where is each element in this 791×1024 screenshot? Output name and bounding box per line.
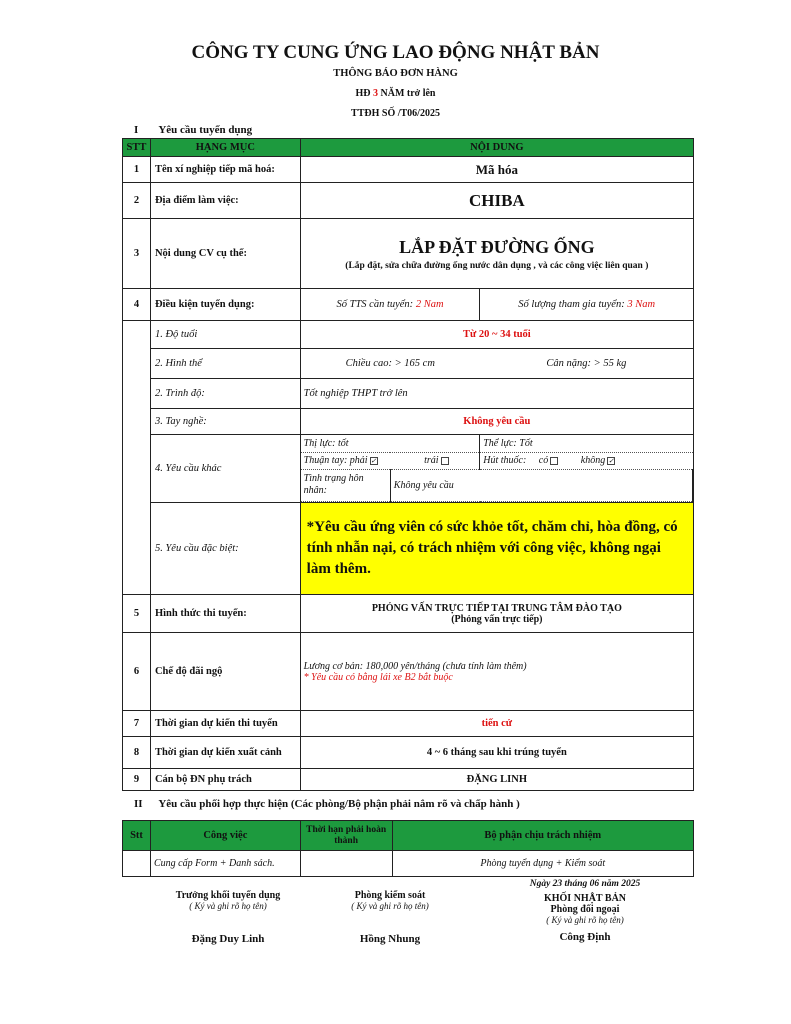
- section-2-number: II: [134, 798, 143, 810]
- signer-title: Phòng kiểm soát: [354, 890, 426, 901]
- other-grid: [301, 435, 693, 502]
- col-content: NỘI DUNG: [300, 139, 693, 157]
- section-1-number: I: [134, 124, 139, 136]
- row-value: Mã hóa: [300, 157, 693, 183]
- col-dept: Bộ phận chịu trách nhiệm: [392, 821, 693, 851]
- vision-value: Thị lực: tốt: [301, 435, 480, 452]
- row-label: Nội dung CV cụ thể:: [150, 219, 300, 289]
- signature-block-recruitment: [138, 890, 318, 945]
- row-label: 2. Hình thể: [150, 349, 300, 379]
- weight-value: Cân nặng: > 55 kg: [480, 349, 694, 379]
- section-2-heading: [134, 798, 520, 810]
- contract-years: 3: [373, 88, 379, 99]
- row-stt: 7: [123, 711, 151, 737]
- contract-prefix: HĐ: [355, 88, 371, 99]
- notice-title: THÔNG BÁO ĐƠN HÀNG: [333, 68, 458, 79]
- section-1-heading: [134, 124, 252, 136]
- row-value: Tốt nghiệp THPT trở lên: [300, 379, 693, 409]
- table-row: [123, 595, 694, 633]
- col-stt: STT: [123, 139, 151, 157]
- row-label: 1. Độ tuổi: [150, 321, 300, 349]
- row-label: Thời gian dự kiến thi tuyển: [150, 711, 300, 737]
- row-label: 2. Trình độ:: [150, 379, 300, 409]
- signer-note: ( Ký và ghi rõ họ tên): [189, 901, 267, 911]
- section-2-title: Yêu cầu phối hợp thực hiện (Các phòng/Bộ phận phải nắm rõ và chấp hành ): [158, 798, 520, 810]
- signer-org: KHỐI NHẬT BẢN: [543, 893, 627, 904]
- col-deadline: Thời hạn phải hoàn thành: [300, 821, 392, 851]
- table-row: [123, 183, 694, 219]
- sign-date: Ngày 23 tháng 06 năm 2025: [529, 879, 641, 889]
- table-row: [123, 769, 694, 791]
- join-value: 3 Nam: [627, 299, 656, 310]
- signer-name: Đặng Duy Linh: [191, 933, 265, 945]
- row-stt: 2: [123, 183, 151, 219]
- checkbox-checked-icon: ✓: [370, 456, 377, 465]
- special-requirement: *Yêu cầu ứng viên có sức khỏe tốt, chăm chỉ, hòa đồng, có tính nhẫn nại, có trách nhiệm với công việc, không ngại làm thêm.: [300, 503, 693, 595]
- row-value: Không yêu cầu: [300, 409, 693, 435]
- table-row: [123, 633, 694, 711]
- marital-label: Tình trạng hôn nhân:: [301, 469, 391, 501]
- row-value: ĐẶNG LINH: [300, 769, 693, 791]
- tts-value: 2 Nam: [415, 299, 444, 310]
- row-label: Cán bộ ĐN phụ trách: [150, 769, 300, 791]
- col-item: HẠNG MỤC: [150, 139, 300, 157]
- signature-block-control: [310, 890, 470, 945]
- table-row: [123, 737, 694, 769]
- row-value: [300, 219, 693, 289]
- join-label: Số lượng tham gia tuyển:: [518, 299, 625, 310]
- col-task: Công việc: [150, 821, 300, 851]
- other-requirements: [300, 435, 693, 503]
- row-label: Thời gian dự kiến xuất cảnh: [150, 737, 300, 769]
- signer-title: Trưởng khối tuyển dụng: [175, 890, 281, 901]
- row-label: Tên xí nghiệp tiếp mã hoá:: [150, 157, 300, 183]
- row-value: tiến cử: [300, 711, 693, 737]
- job-note: (Lắp đặt, sửa chữa đường ống nước dân dụng , và các công việc liên quan ): [345, 260, 649, 271]
- sub-stt-cell: [123, 321, 151, 595]
- dept-value: Phòng tuyển dụng + Kiểm soát: [392, 851, 693, 877]
- row-stt: 6: [123, 633, 151, 711]
- signer-note: ( Ký và ghi rõ họ tên): [546, 915, 624, 925]
- row-stt: 4: [123, 289, 151, 321]
- strength-value: Thể lực: Tốt: [480, 435, 693, 452]
- smoke-no-label: không: [580, 455, 606, 467]
- row-stt: 5: [123, 595, 151, 633]
- row-value: [300, 633, 693, 711]
- signer-name: Hồng Nhung: [359, 933, 421, 945]
- hand-right-label: Thuận tay: phải: [303, 455, 368, 467]
- smoke-yes-label: có: [538, 455, 549, 467]
- signer-note: ( Ký và ghi rõ họ tên): [351, 901, 429, 911]
- salary-value: Lương cơ bản: 180,000 yên/tháng (chưa tính làm thêm): [303, 660, 527, 672]
- height-value: Chiều cao: > 165 cm: [300, 349, 480, 379]
- row-label: 5. Yêu cầu đặc biệt:: [150, 503, 300, 595]
- section-1-title: Yêu cầu tuyển dụng: [158, 124, 253, 136]
- row-value: Từ 20 ~ 34 tuổi: [300, 321, 693, 349]
- signer-title: Phòng đối ngoại: [550, 904, 620, 915]
- row-stt: 9: [123, 769, 151, 791]
- task-value: Cung cấp Form + Danh sách.: [150, 851, 300, 877]
- requirements-table: [122, 138, 694, 791]
- row-label: Điều kiện tuyển dụng:: [150, 289, 300, 321]
- checkbox-icon: [550, 457, 558, 465]
- exam-form: PHỎNG VẤN TRỰC TIẾP TẠI TRUNG TÂM ĐÀO TẠO: [371, 602, 622, 614]
- row-label: 4. Yêu cầu khác: [150, 435, 300, 503]
- row-value: [300, 595, 693, 633]
- table-row: [123, 851, 694, 877]
- table-row: [123, 157, 694, 183]
- table-row: [123, 379, 694, 409]
- join-count: [480, 289, 694, 321]
- row-label: Chế độ đãi ngộ: [150, 633, 300, 711]
- job-title: LẮP ĐẶT ĐƯỜNG ỐNG: [399, 236, 595, 257]
- row-stt: 8: [123, 737, 151, 769]
- row-value: 4 ~ 6 tháng sau khi trúng tuyển: [300, 737, 693, 769]
- checkbox-checked-icon: ✓: [608, 456, 615, 465]
- row-label: 3. Tay nghề:: [150, 409, 300, 435]
- exam-note: (Phỏng vấn trực tiếp): [451, 613, 543, 625]
- license-requirement: * Yêu cầu có bằng lái xe B2 bắt buộc: [303, 671, 453, 683]
- tts-label: Số TTS cần tuyển:: [336, 299, 414, 310]
- table-row: [123, 349, 694, 379]
- table-row: [123, 711, 694, 737]
- table-row: [123, 289, 694, 321]
- signer-name: Công Định: [559, 931, 611, 943]
- row-stt: 1: [123, 157, 151, 183]
- row-stt: 3: [123, 219, 151, 289]
- tts-count: [300, 289, 480, 321]
- marital-value: Không yêu cầu: [390, 469, 692, 501]
- deadline-value: [300, 851, 392, 877]
- table-row: [123, 219, 694, 289]
- order-number: TTĐH SỐ /T06/2025: [351, 108, 440, 119]
- col-stt: Stt: [123, 821, 151, 851]
- checkbox-icon: [441, 457, 449, 465]
- table-row: [123, 321, 694, 349]
- row-value: CHIBA: [300, 183, 693, 219]
- coordination-table: [122, 820, 694, 877]
- signature-block-external: [500, 893, 670, 943]
- smoke-value: [480, 452, 693, 469]
- table-row: [123, 503, 694, 595]
- hand-left-label: trái: [424, 455, 439, 467]
- smoke-label: Hút thuốc:: [483, 455, 527, 467]
- table-row: [123, 435, 694, 503]
- row-stt: [123, 851, 151, 877]
- contract-suffix: NĂM trở lên: [380, 88, 436, 99]
- contract-term: [0, 88, 791, 99]
- company-title: CÔNG TY CUNG ỨNG LAO ĐỘNG NHẬT BẢN: [191, 42, 600, 63]
- table-row: [123, 409, 694, 435]
- row-label: Hình thức thi tuyển:: [150, 595, 300, 633]
- row-label: Địa điểm làm việc:: [150, 183, 300, 219]
- hand-value: [301, 452, 480, 469]
